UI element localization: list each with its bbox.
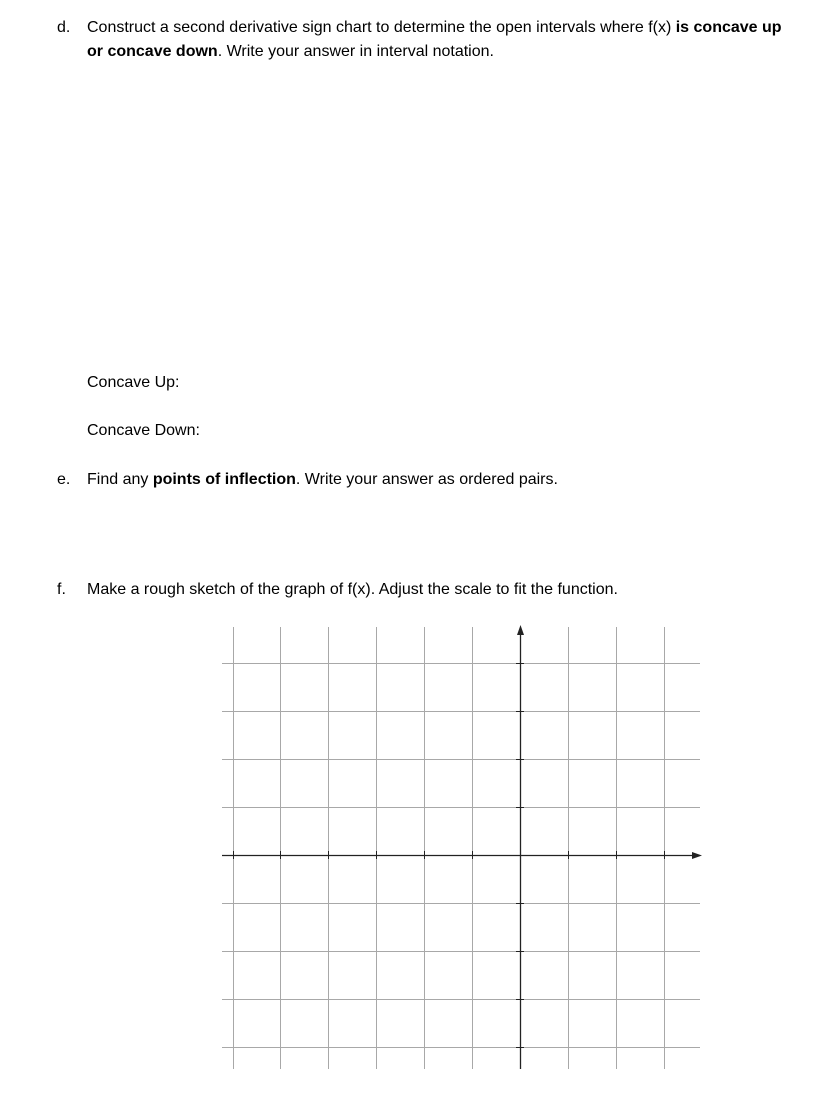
question-d-bold-a: is concave up [675,19,782,36]
question-e-text-a: Find any [87,471,153,488]
grid-lines [222,627,700,1069]
question-f-letter: f. [57,581,66,598]
question-d-text-b: . Write your answer in interval notation. [217,43,494,60]
question-d-text-a: Construct a second derivative sign chart to determine the open intervals where f(x) [87,19,676,36]
question-e-bold: points of inflection [152,471,296,488]
x-axis-arrow-icon [692,852,702,859]
concave-up-label: Concave Up: [87,374,180,391]
question-e-text-b: . Write your answer as ordered pairs. [295,471,558,488]
question-d-letter: d. [57,19,71,36]
axes [222,625,702,1069]
concave-down-label: Concave Down: [87,422,200,439]
question-e-letter: e. [57,471,71,488]
question-f-text: Make a rough sketch of the graph of f(x). Adjust the scale to fit the function. [87,581,618,598]
y-axis-arrow-icon [517,625,524,635]
question-d-bold-b: or concave down [87,43,218,60]
